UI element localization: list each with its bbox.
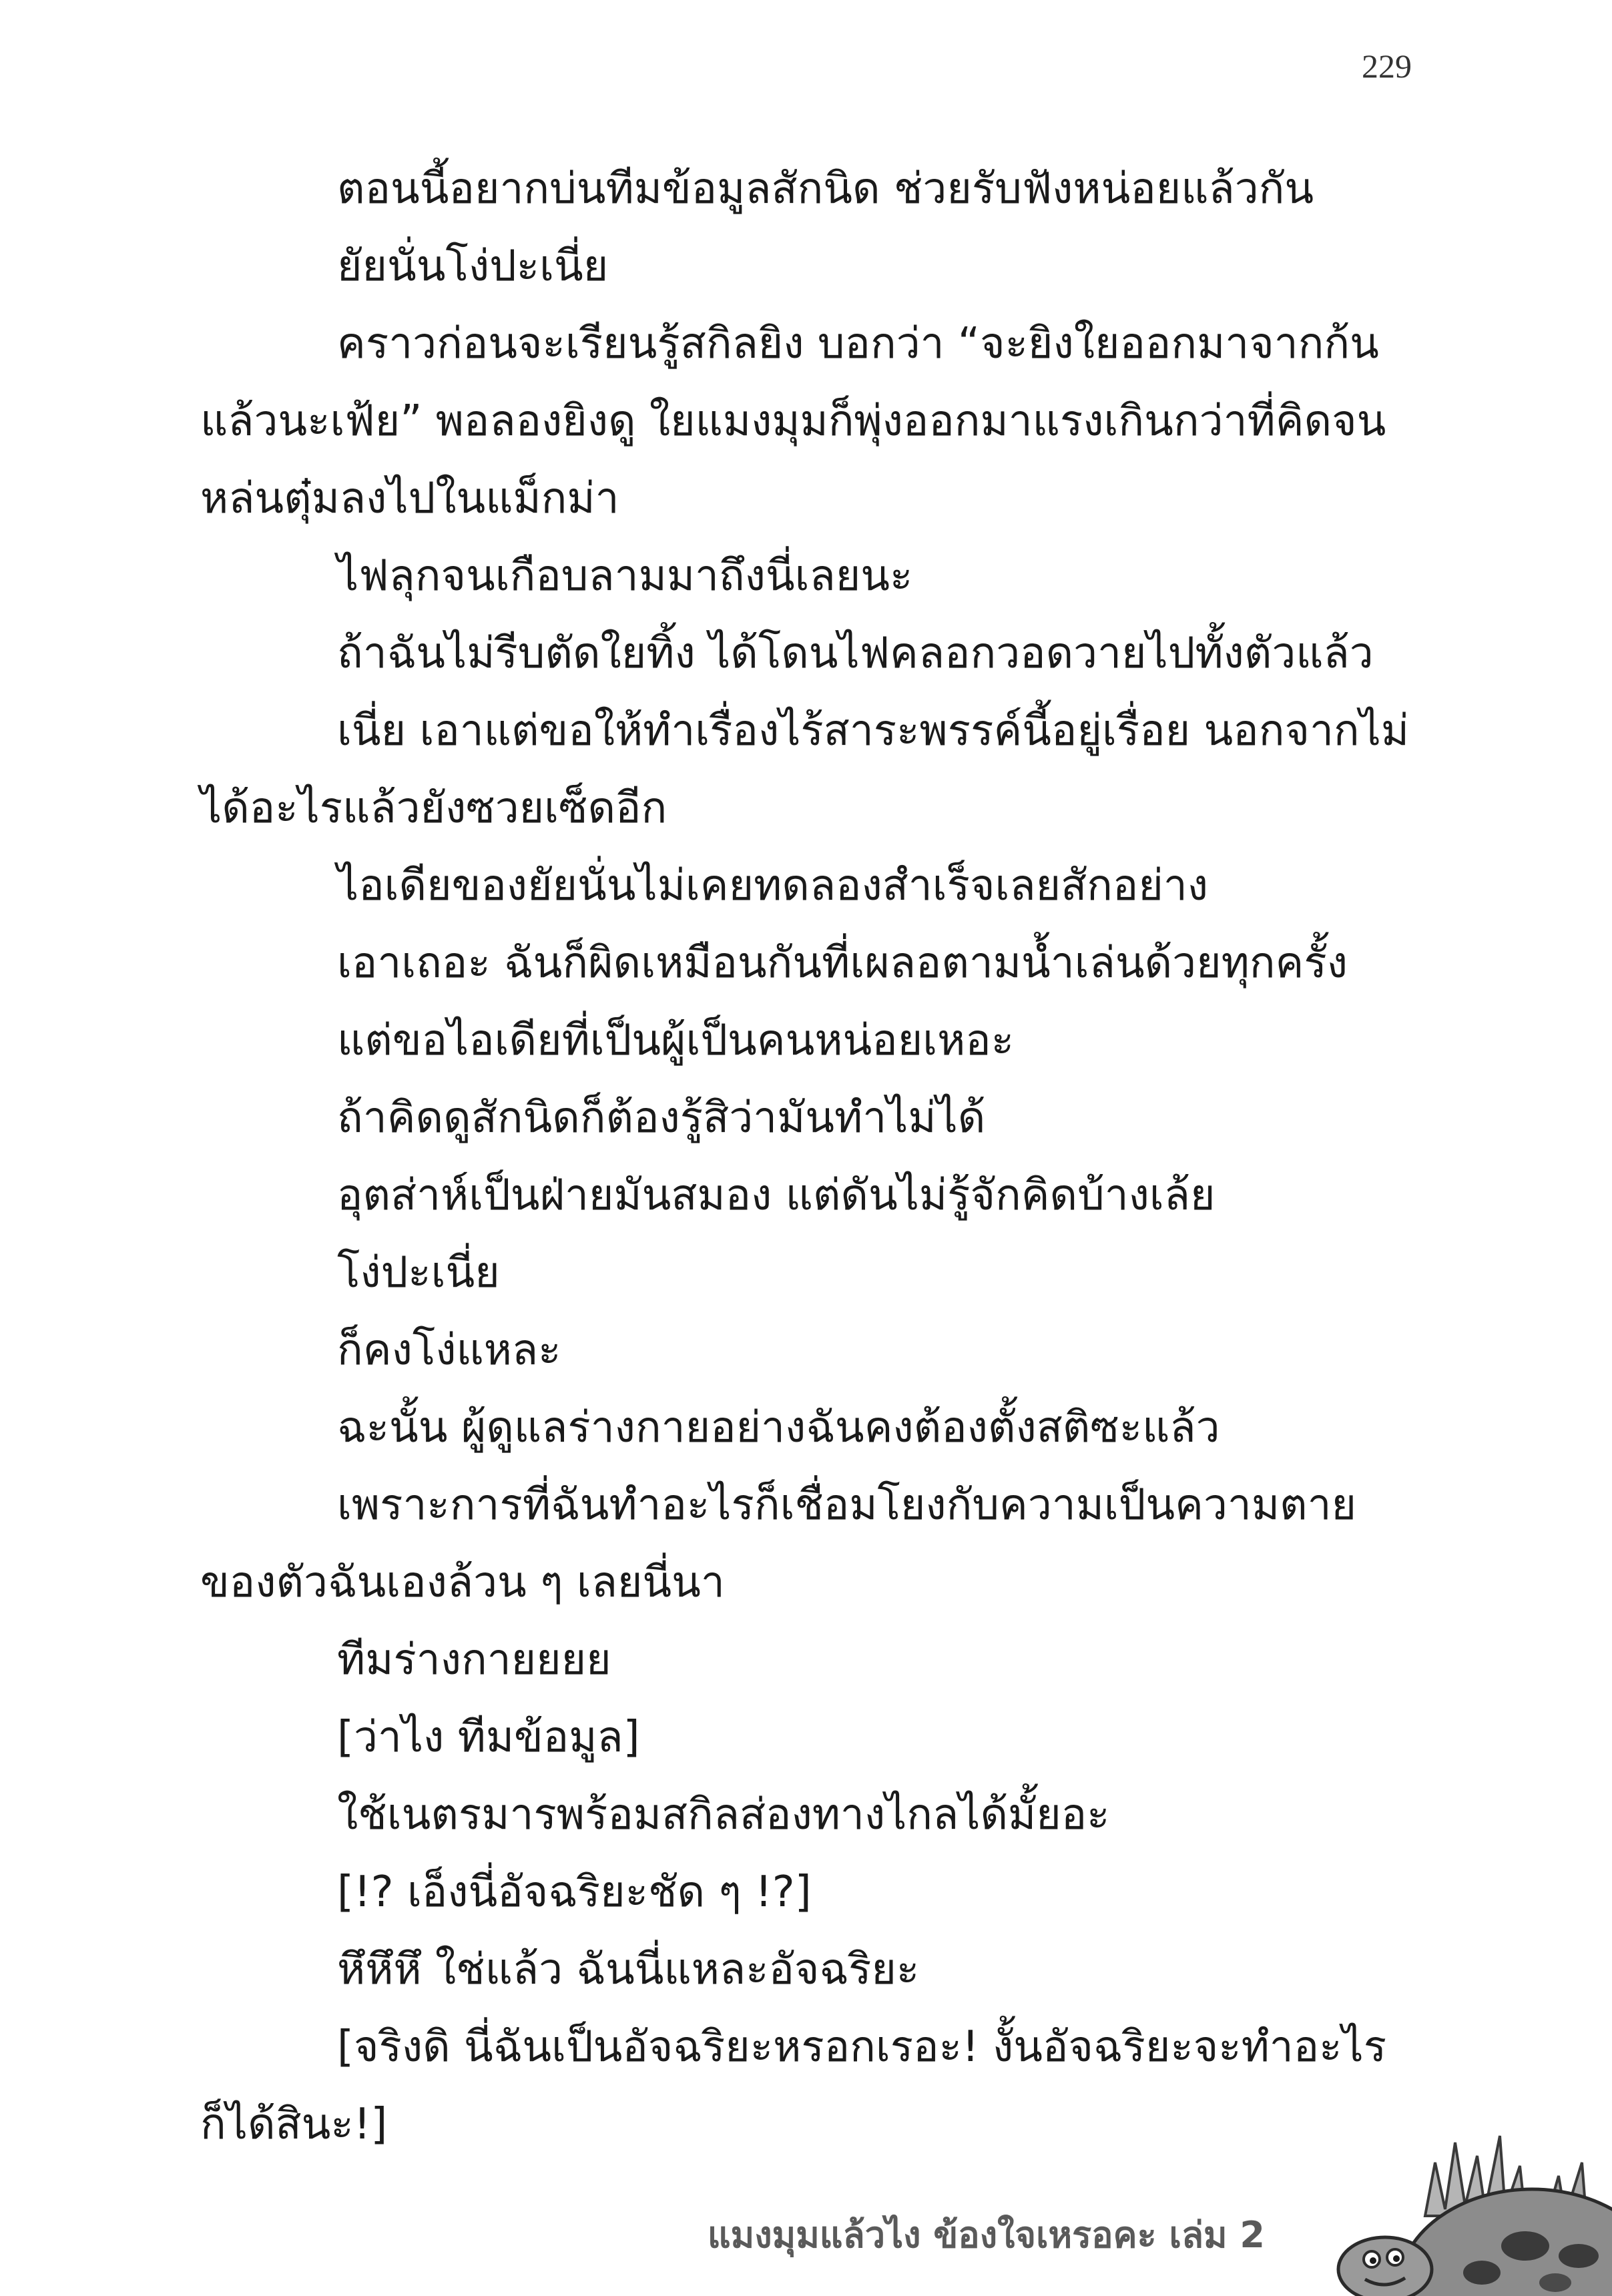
paragraph-15: เพราะการที่ฉันทำอะไรก็เชื่อมโยงกับความเป็นความตายของตัวฉันเองล้วน ๆ เลยนี่นา <box>200 1480 1357 1607</box>
paragraph-19: [!? เอ็งนี่อัจฉริยะชัด ๆ !?] <box>337 1868 812 1917</box>
paragraph-3: คราวก่อนจะเรียนรู้สกิลยิง บอกว่า “จะยิงใยออกมาจากก้นแล้วนะเฟ้ย” พอลองยิงดู ใยแมงมุมก็พุ่งออกมาแรงเกินกว่าที่คิดจนหล่นตุ๋มลงไปในแม็กม่า <box>200 319 1386 523</box>
paragraph-8: เอาเถอะ ฉันก็ผิดเหมือนกันที่เผลอตามน้ำเล่นด้วยทุกครั้ง <box>337 938 1348 988</box>
paragraph-20: หึหึหึ ใช่แล้ว ฉันนี่แหละอัจฉริยะ <box>337 1945 920 1994</box>
paragraph-11: อุตส่าห์เป็นฝ่ายมันสมอง แต่ดันไม่รู้จักคิดบ้างเล้ย <box>337 1171 1216 1220</box>
paragraph-12: โง่ปะเนี่ย <box>337 1248 500 1298</box>
paragraph-9: แต่ขอไอเดียที่เป็นผู้เป็นคนหน่อยเหอะ <box>337 1016 1015 1065</box>
paragraph-18: ใช้เนตรมารพร้อมสกิลส่องทางไกลได้มั้ยอะ <box>337 1790 1110 1839</box>
paragraph-5: ถ้าฉันไม่รีบตัดใยทิ้ง ได้โดนไฟคลอกวอดวายไปทั้งตัวแล้ว <box>337 629 1374 678</box>
paragraph-16: ทีมร่างกายยยย <box>337 1635 611 1685</box>
spider-monster-icon <box>1325 2116 1612 2296</box>
paragraph-1: ตอนนี้อยากบ่นทีมข้อมูลสักนิด ช่วยรับฟังหน่อยแล้วกัน <box>337 164 1314 214</box>
paragraph-17: [ว่าไง ทีมข้อมูล] <box>337 1713 640 1762</box>
paragraph-7: ไอเดียของยัยนั่นไม่เคยทดลองสำเร็จเลยสักอย่าง <box>337 861 1208 910</box>
page-number: 229 <box>1362 47 1412 85</box>
paragraph-10: ถ้าคิดดูสักนิดก็ต้องรู้สิว่ามันทำไม่ได้ <box>337 1093 986 1143</box>
book-title-footer: แมงมุมแล้วไง ข้องใจเหรอคะ เล่ม 2 <box>707 2214 1265 2256</box>
paragraph-21: [จริงดิ นี่ฉันเป็นอัจฉริยะหรอกเรอะ! งั้นอัจฉริยะจะทำอะไรก็ได้สินะ!] <box>200 2022 1387 2149</box>
paragraph-14: ฉะนั้น ผู้ดูแลร่างกายอย่างฉันคงต้องตั้งสติซะแล้ว <box>337 1403 1220 1452</box>
paragraph-2: ยัยนั่นโง่ปะเนี่ย <box>337 242 609 291</box>
spider-face <box>1338 2237 1432 2296</box>
body-text <box>200 150 1412 2163</box>
paragraph-13: ก็คงโง่แหละ <box>337 1326 561 1375</box>
paragraph-4: ไฟลุกจนเกือบลามมาถึงนี่เลยนะ <box>337 551 913 601</box>
paragraph-6: เนี่ย เอาแต่ขอให้ทำเรื่องไร้สาระพรรค์นี้อยู่เรื่อย นอกจากไม่ได้อะไรแล้วยังซวยเซ็ดอีก <box>200 706 1409 833</box>
